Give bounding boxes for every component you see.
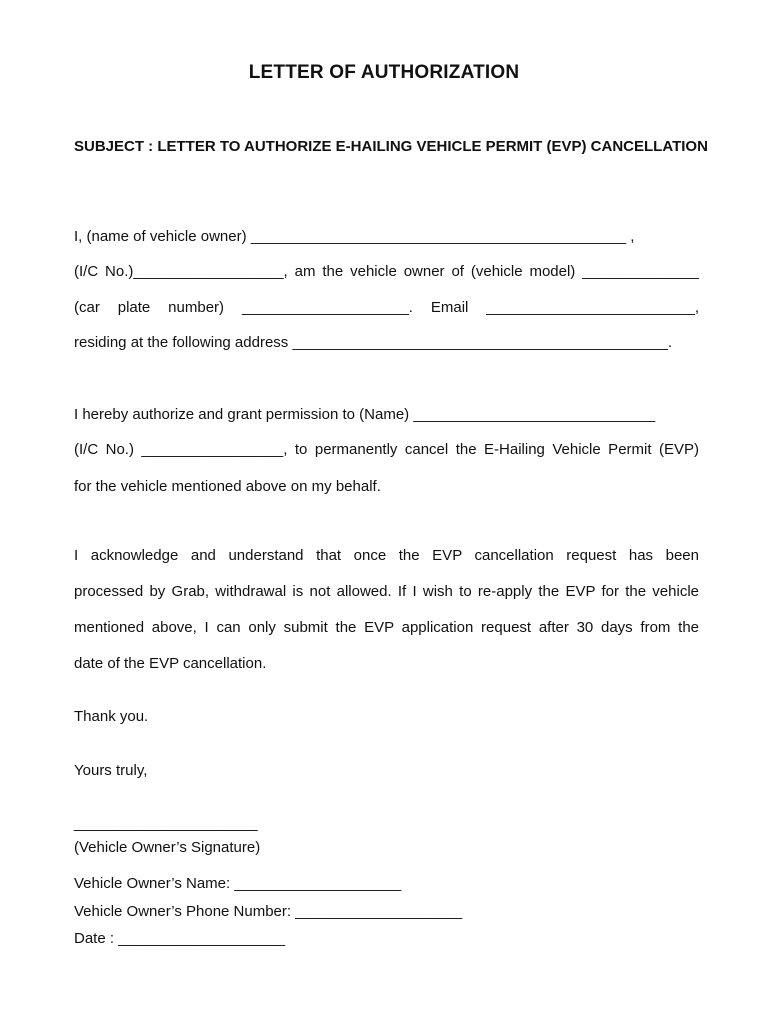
address-line: residing at the following address _____________________________________________.: [74, 334, 673, 351]
authorized-name-line: I hereby authorize and grant permission to (Name) _____________________________: [74, 406, 656, 423]
document-title: LETTER OF AUTHORIZATION: [248, 62, 520, 83]
date-field: Date : ____________________: [74, 930, 286, 947]
acknowledge-line-3: mentioned above, I can only submit the EVP application request after 30 days from the: [74, 619, 699, 636]
owner-phone-field: Vehicle Owner’s Phone Number: ____________________: [74, 903, 463, 920]
plate-email-line: (car plate number) ____________________. Email _________________________,: [74, 299, 699, 316]
authorized-ic-line: (I/C No.) _________________, to permanently cancel the E-Hailing Vehicle Permit (EVP): [74, 441, 699, 458]
signoff-text: Yours truly,: [74, 762, 148, 779]
owner-name-line: I, (name of vehicle owner) _____________________________________________ ,: [74, 228, 635, 245]
closing-text: Thank you.: [74, 708, 149, 725]
ic-vehicle-model-line: (I/C No.)__________________, am the vehicle owner of (vehicle model) ______________: [74, 263, 699, 280]
subject-line: SUBJECT : LETTER TO AUTHORIZE E-HAILING VEHICLE PERMIT (EVP) CANCELLATION: [74, 138, 708, 155]
signature-line: ______________________: [74, 815, 258, 832]
acknowledge-line-4: date of the EVP cancellation.: [74, 655, 267, 672]
signature-caption: (Vehicle Owner’s Signature): [74, 839, 261, 856]
acknowledge-line-1: I acknowledge and understand that once the EVP cancellation request has been: [74, 547, 699, 564]
acknowledge-line-2: processed by Grab, withdrawal is not allowed. If I wish to re-apply the EVP for the vehicle: [74, 583, 699, 600]
behalf-line: for the vehicle mentioned above on my behalf.: [74, 478, 381, 495]
owner-name-field: Vehicle Owner’s Name: ____________________: [74, 875, 402, 892]
